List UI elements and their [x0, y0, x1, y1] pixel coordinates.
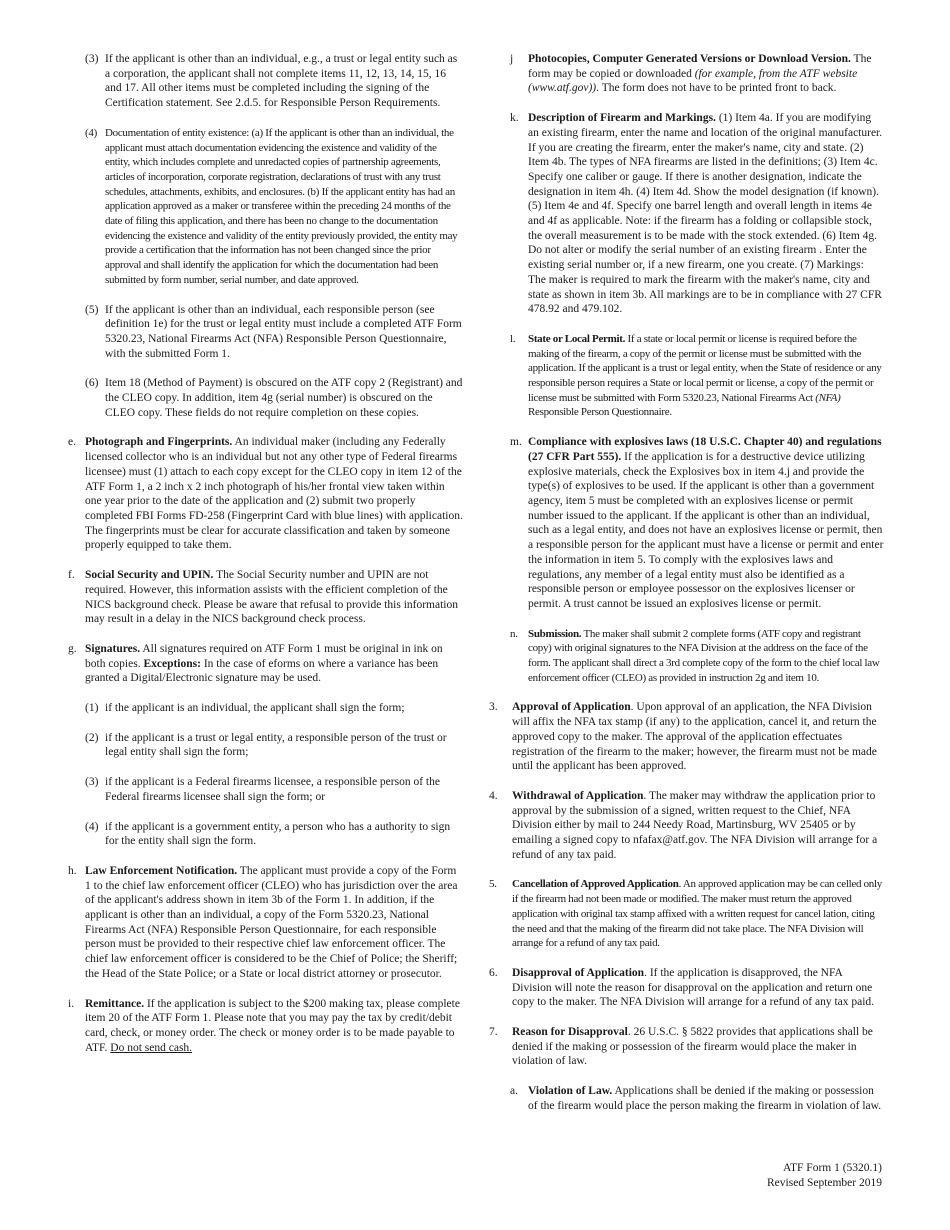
item-label: a. [510, 1085, 518, 1098]
list-item [510, 1084, 884, 1113]
item-text: Item 18 (Method of Payment) is obscured on the ATF copy 2 (Registrant) and the CLEO copy. In addition, item 4g (serial number) is obscured on the CLEO copy. These fields do not require completion on these copies. [105, 377, 463, 419]
list-item [510, 332, 884, 420]
list-item [85, 820, 463, 849]
item-label: k. [510, 112, 519, 125]
form-footer [767, 1161, 882, 1190]
list-item [489, 877, 884, 951]
item-label: 5. [489, 878, 497, 891]
list-item [85, 376, 463, 420]
item-label: j [510, 53, 514, 65]
list-item [85, 303, 463, 362]
item-text: if the applicant is a trust or legal entity, a responsible person of the trust or legal entity shall sign the form; [105, 731, 447, 759]
item-text: Law Enforcement Notification. The applicant must provide a copy of the Form 1 to the chief law enforcement officer (CLEO) who has jurisdiction over the area of the applicant's address shown in item 3b of the Form 1. In addition, if the applicant is other than an individual, a copy of the Form 5320.23, National Firearms Act (NFA) Responsible Person Questionnaire, for each responsible person must be provided to their respective chief law enforcement officer. The chief law enforcement officer is considered to be the Chief of Police; the Sheriff; the Head of the State Police; or a State or local district attorney or prosecutor. [85, 864, 458, 980]
item-text: Compliance with explosives laws (18 U.S.C. Chapter 40) and regulations (27 CFR Part 555). If the application is for a destructive device utilizing explosive materials, check the Explosives box in item 4.j and provide the type(s) of explosives to be used. If the applicant is other than a government agency, item 5 must be completed with an explosives license or permit number issued to the applicant. If the applicant is other than an individual, such as a legal entity, and does not have an explosives license or permit, then a responsible person for the applicant must have a license or permit and enter the information in item 5. To comply with the explosives laws and regulations, any member of a legal entity must also be identified as a responsible person or employee possessor on the explosives licenser or permit. A trust cannot be issued an explosives license or permit. [528, 436, 884, 610]
two-column-layout [68, 52, 884, 1129]
item-label: 3. [489, 701, 498, 714]
list-item [85, 701, 463, 716]
item-label: 6. [489, 966, 498, 979]
right-column [489, 52, 884, 1129]
item-label: (3) [85, 776, 99, 789]
list-item [85, 731, 463, 760]
list-item [85, 126, 463, 288]
left-column [68, 52, 463, 1129]
item-text: Violation of Law. Applications shall be denied if the making or possession of the firearm would place the person making the firearm in violation of law. [528, 1085, 882, 1112]
list-item [489, 966, 884, 1010]
item-label: 7. [489, 1026, 498, 1039]
item-text: Withdrawal of Application. The maker may withdraw the application prior to approval by the submission of a signed, written request to the Chief, NFA Division either by mail to 244 Needy Road, Martinsburg, WV 25405 or by emailing a signed copy to nfafax@atf.gov. The NFA Division will arrange for a refund of any tax paid. [512, 789, 878, 861]
item-text: if the applicant is a Federal firearms licensee, a responsible person of the Federal firearms licensee shall sign the form; or [105, 776, 440, 803]
item-label: (5) [85, 303, 99, 316]
item-text: Cancellation of Approved Application. An approved application may be can celled only if the firearm had not been made or modified. The maker must return the approved application with original tax stamp affixed with a written request for cancel lation, citing the need and that the making of the firearm did not take place. The NFA Division will arrange for a refund of any tax paid. [512, 878, 882, 950]
list-item [510, 52, 884, 96]
item-label: (6) [85, 377, 99, 390]
item-text: Remittance. If the application is subject to the $200 making tax, please complete item 20 of the ATF Form 1. Please note that you may pay the tax by credit/debit card, check, or money order. The check or money order is to be made payable to ATF. Do not send cash. [85, 997, 460, 1054]
item-label: (4) [85, 126, 97, 139]
item-label: f. [68, 569, 75, 582]
item-text: If the applicant is other than an individual, each responsible person (see definition 1e) for the trust or legal entity must include a completed ATF Form 5320.23, National Firearms Act (NFA) Responsible Person Questionnaire, with the submitted Form 1. [105, 303, 462, 360]
item-text: Photograph and Fingerprints. An individual maker (including any Federally licensed collector who is an individual but not any other type of Federal firearms licensee) must (1) attach to each copy except for the CLEO copy in item 12 of the ATF Form 1, a 2 inch x 2 inch photograph of his/her frontal view taken within one year prior to the date of the application and (2) submit two properly completed FBI Forms FD-258 (Fingerprint Card with blue lines) with application. The fingerprints must be clear for accurate classification and taken by someone properly equipped to take them. [85, 436, 463, 552]
item-text: Description of Firearm and Markings. (1) Item 4a. If you are modifying an existing firearm, enter the name and location of the original manufacturer. If you are creating the firearm, enter the maker's name, city and state. (2) Item 4b. The types of NFA firearms are listed in the definitions; (3) Item 4c. Specify one caliber or gauge. If there is another designation, indicate the designation in item 4h. (4) Item 4d. Show the model designation (if known). (5) Item 4e and 4f. Specify one barrel length and overall length in items 4e and 4f as applicable. Note: if the firearm has a folding or collapsible stock, the overall measurement is to be made with the stock extended. (6) Item 4g. Do not alter or modify the serial number of an existing firearm . Enter the existing serial number or, if a new firearm, one you create. (7) Markings: The maker is required to mark the firearm with the maker's name, city and state as shown in item 3b. All markings are to be in compliance with 27 CFR 478.92 and 479.102. [528, 112, 883, 316]
item-text: Social Security and UPIN. The Social Security number and UPIN are not required. However, this information assists with the efficient completion of the NICS background check. Please be aware that refusal to provide this information may result in a delay in the NICS background check process. [85, 569, 458, 626]
list-item [68, 864, 463, 982]
item-label: (4) [85, 820, 99, 833]
form-number: ATF Form 1 (5320.1) [782, 1162, 882, 1174]
item-text: Submission. The maker shall submit 2 complete forms (ATF copy and registrant copy) with original signatures to the NFA Division at the address on the face of the form. The applicant shall direct a 3rd complete copy of the form to the chief local law enforcement officer (CLEO) as provided in instruction 2g and item 10. [528, 627, 880, 684]
list-item [68, 642, 463, 686]
item-text: Signatures. All signatures required on ATF Form 1 must be original in ink on both copies. Exceptions: In the case of eforms on where a variance has been granted a Digital/Electronic signature may be used. [85, 642, 443, 685]
item-text: Photocopies, Computer Generated Versions or Download Version. The form may be copied or downloaded (for example, from the ATF website (www.atf.gov)). The form does not have to be printed front to back. [528, 53, 872, 95]
list-item [85, 775, 463, 804]
item-label: (1) [85, 702, 99, 715]
form-revision-date: Revised September 2019 [767, 1176, 882, 1189]
list-item [489, 700, 884, 774]
item-text: Approval of Application. Upon approval of an application, the NFA Division will affix the NFA tax stamp (if any) to the application, cancel it, and return the approved copy to the maker. The approval of the application effectuates registration of the firearm to the maker; however, the firearm must not be made until the applicant has been approved. [512, 701, 877, 773]
item-text: if the applicant is a government entity, a person who has a authority to sign for the entity shall sign the form. [105, 820, 451, 848]
list-item [68, 568, 463, 627]
item-text: Reason for Disapproval. 26 U.S.C. § 5822 provides that applications shall be denied if the making or possession of the firearm would place the maker in violation of law. [512, 1026, 873, 1068]
item-label: (2) [85, 731, 99, 744]
list-item [510, 111, 884, 317]
list-item [510, 627, 884, 686]
item-text: if the applicant is an individual, the applicant shall sign the form; [105, 702, 405, 715]
item-text: Disapproval of Application. If the application is disapproved, the NFA Division will note the reason for disapproval on the application and return one copy to the maker. The NFA Division will arrange for a refund of any tax paid. [512, 966, 875, 1009]
list-item [85, 52, 463, 111]
item-label: (3) [85, 53, 99, 65]
item-text: If the applicant is other than an individual, e.g., a trust or legal entity such as a corporation, the applicant shall not complete items 11, 12, 13, 14, 15, 16 and 17. All other items must be completed including the signing of the Certification statement. See 2.d.5. for Responsible Person Requirements. [105, 53, 458, 110]
list-item [68, 435, 463, 553]
item-label: g. [68, 642, 77, 655]
item-label: 4. [489, 789, 498, 802]
list-item [510, 435, 884, 611]
item-text: Documentation of entity existence: (a) If the applicant is other than an individual, the applicant must attach documentation evidencing the existence and validity of the entity, which includes complete and unredacted copies of partnership agreements, articles of incorporation, corporate registration, declarations of trust with any trust schedules, attachments, exhibits, and enclosures. (b) If the applicant entity has had an application approved as a maker or transferee within the preceding 24 months of the date of filing this application, and there has been no change to the documentation evidencing the existence and validity of the entity previously provided, the entity may provide a certification that the information has not been changed since the prior approval and shall identify the application for which the documentation had been submitted by form number, serial number, and date approved. [105, 126, 458, 286]
item-text: State or Local Permit. If a state or local permit or license is required before the making of the firearm, a copy of the permit or license must be submitted with the application. If the applicant is a trust or legal entity, when the State of residence or any responsible person requires a State or local permit or license, a copy of the permit or license must be submitted with Form 5320.23, National Firearms Act (NFA) Responsible Person Questionnaire. [528, 332, 882, 419]
item-label: l. [510, 332, 516, 345]
item-label: i. [68, 997, 75, 1010]
item-label: n. [510, 627, 518, 640]
item-label: h. [68, 864, 77, 877]
list-item [489, 1025, 884, 1069]
list-item [489, 789, 884, 863]
item-label: e. [68, 436, 76, 449]
item-label: m. [510, 436, 522, 449]
list-item [68, 997, 463, 1056]
